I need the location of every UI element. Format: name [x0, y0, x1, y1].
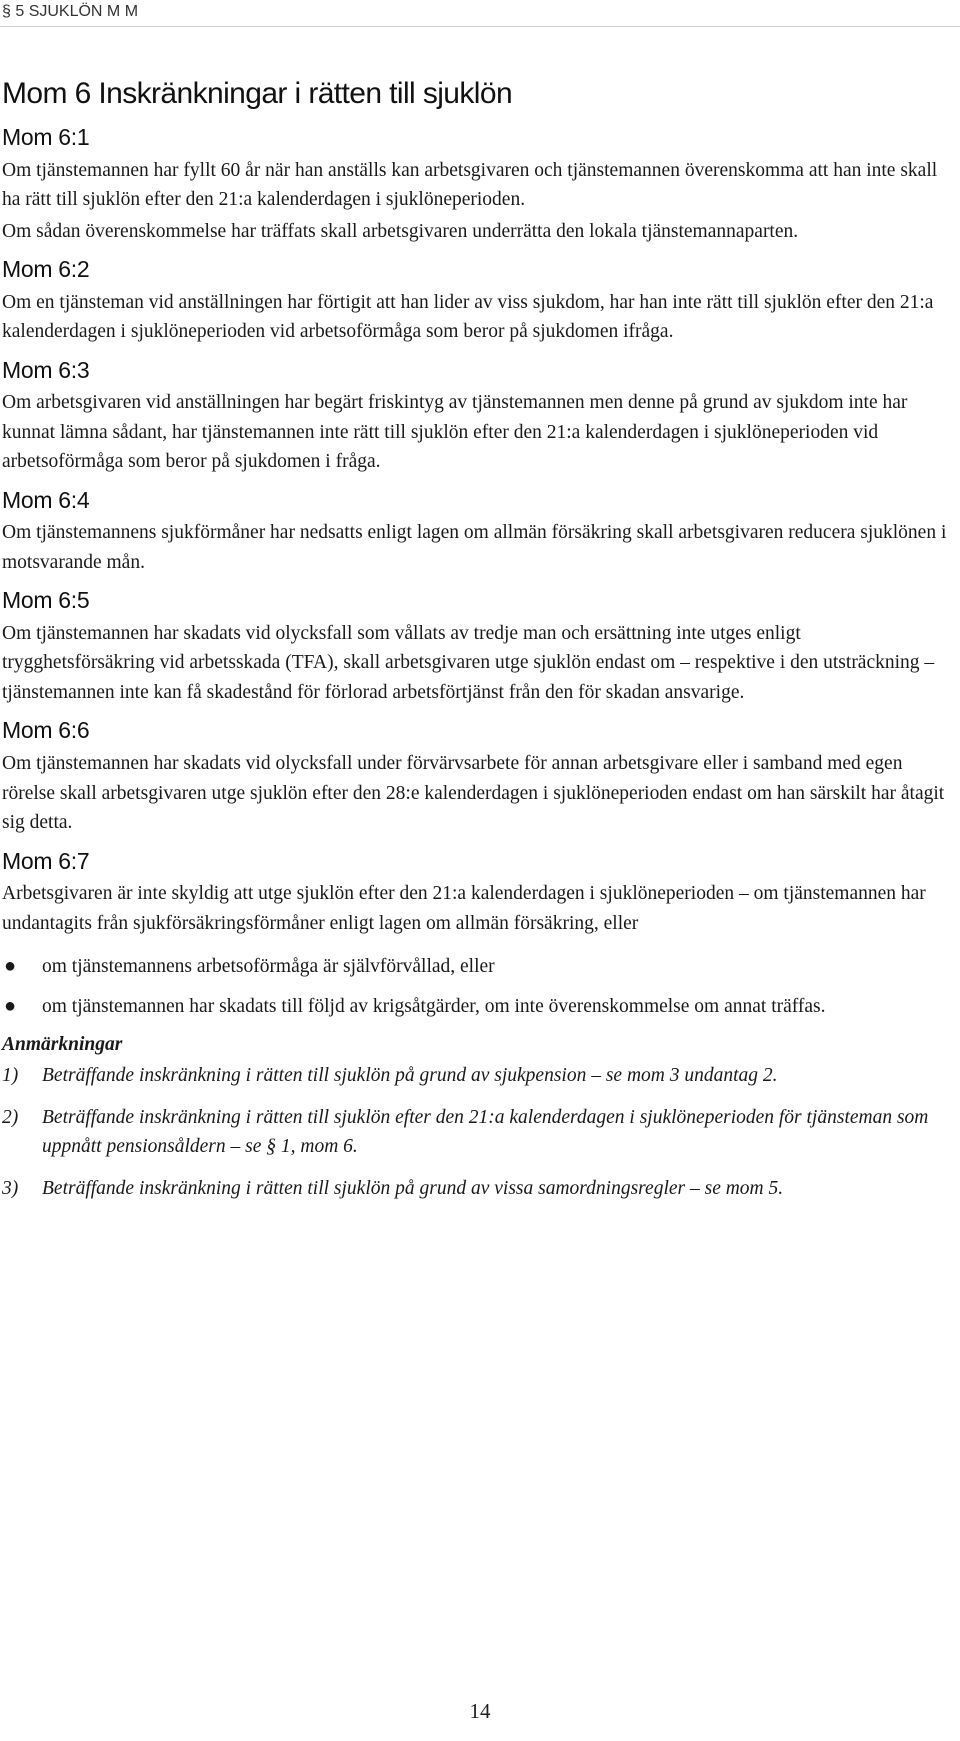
section-heading: Mom 6:7 — [2, 847, 90, 874]
note-item — [2, 1061, 952, 1091]
page-header — [0, 0, 960, 27]
note-text: Beträffande inskränkning i rätten till sjuklön på grund av sjukpension – se mom 3 undantag 2. — [42, 1065, 778, 1087]
notes-section — [2, 1031, 952, 1203]
page-number: 14 — [469, 1699, 491, 1723]
notes-list — [2, 1061, 952, 1203]
list-item-text: om tjänstemannen har skadats till följd av krigsåtgärder, om inte överenskommelse om annat träffas. — [42, 995, 826, 1017]
paragraph: Arbetsgivaren är inte skyldig att utge sjuklön efter den 21:a kalenderdagen i sjuklöneperioden – om tjänstemannen har undantagits från sjukförsäkringsförmåner enligt lagen om allmän försäkring, eller — [2, 883, 926, 934]
paragraph: Om tjänstemannen har fyllt 60 år när han anställs kan arbetsgivaren och tjänstemannen överenskomma att han inte skall ha rätt till sjuklön efter den 21:a kalenderdagen i sjuklöneperioden. — [2, 159, 938, 211]
section-mom-6-5 — [2, 587, 952, 707]
section-heading: Mom 6:5 — [2, 587, 90, 614]
note-text: Beträffande inskränkning i rätten till sjuklön efter den 21:a kalenderdagen i sjuklöneperioden för tjänsteman som uppnått pensionsåldern – se § 1, mom 6. — [42, 1106, 929, 1158]
note-text: Beträffande inskränkning i rätten till sjuklön på grund av vissa samordningsregler – se mom 5. — [42, 1177, 784, 1199]
note-number: 3) — [2, 1177, 19, 1199]
section-mom-6-3 — [2, 357, 952, 477]
section-mom-6-2 — [2, 256, 952, 347]
list-item-text: om tjänstemannens arbetsoförmåga är självförvållad, eller — [42, 956, 495, 978]
bullet-icon: ● — [4, 955, 17, 978]
paragraph: Om sådan överenskommelse har träffats skall arbetsgivaren underrätta den lokala tjänstemannaparten. — [2, 220, 799, 242]
list-item — [2, 992, 952, 1022]
document-body — [2, 76, 952, 1215]
section-heading: Mom 6:6 — [2, 717, 90, 744]
section-mom-6-1 — [2, 124, 952, 246]
note-item — [2, 1174, 952, 1204]
bullet-icon: ● — [4, 994, 17, 1017]
section-heading: Mom 6:2 — [2, 256, 90, 283]
section-heading: Mom 6:3 — [2, 356, 90, 383]
paragraph: Om tjänstemannens sjukförmåner har nedsatts enligt lagen om allmän försäkring skall arbetsgivaren reducera sjuklönen i motsvarande mån. — [2, 522, 947, 573]
chapter-title: Mom 6 Inskränkningar i rätten till sjuklön — [2, 77, 513, 110]
section-mom-6-6 — [2, 717, 952, 837]
notes-title: Anmärkningar — [2, 1034, 123, 1056]
paragraph: Om tjänstemannen har skadats vid olycksfall som vållats av tredje man och ersättning inte utges enligt trygghetsförsäkring vid arbetsskada (TFA), skall arbetsgivaren utge sjuklön endast om – respektive i den utsträckning – tjänstemannen inte kan få skadestånd för förlorad arbetsförtjänst från den för skadan ansvarige. — [2, 622, 935, 703]
note-item — [2, 1103, 952, 1162]
paragraph: Om arbetsgivaren vid anställningen har begärt friskintyg av tjänstemannen men denne på grund av sjukdom inte har kunnat lämna sådant, har tjänstemannen inte rätt till sjuklön efter den 21:a kalenderdagen i sjuklöneperioden vid arbetsoförmåga som beror på sjukdomen i fråga. — [2, 392, 908, 473]
section-mom-6-7 — [2, 848, 952, 1022]
bullet-list — [2, 952, 952, 1021]
note-number: 2) — [2, 1106, 19, 1128]
section-mom-6-4 — [2, 487, 952, 578]
paragraph: Om tjänstemannen har skadats vid olycksfall under förvärvsarbete för annan arbetsgivare eller i samband med egen rörelse skall arbetsgivaren utge sjuklön efter den 28:e kalenderdagen i sjuklöneperioden endast om han särskilt har åtagit sig detta. — [2, 753, 945, 834]
list-item — [2, 952, 952, 982]
section-heading: Mom 6:1 — [2, 124, 90, 150]
paragraph: Om en tjänsteman vid anställningen har förtigit att han lider av viss sjukdom, har han inte rätt till sjuklön efter den 21:a kalenderdagen i sjuklöneperioden vid arbetsoförmåga som beror på sjukdomen ifråga. — [2, 291, 934, 343]
running-title: § 5 SJUKLÖN M M — [2, 3, 139, 20]
section-heading: Mom 6:4 — [2, 486, 90, 513]
note-number: 1) — [2, 1065, 19, 1087]
